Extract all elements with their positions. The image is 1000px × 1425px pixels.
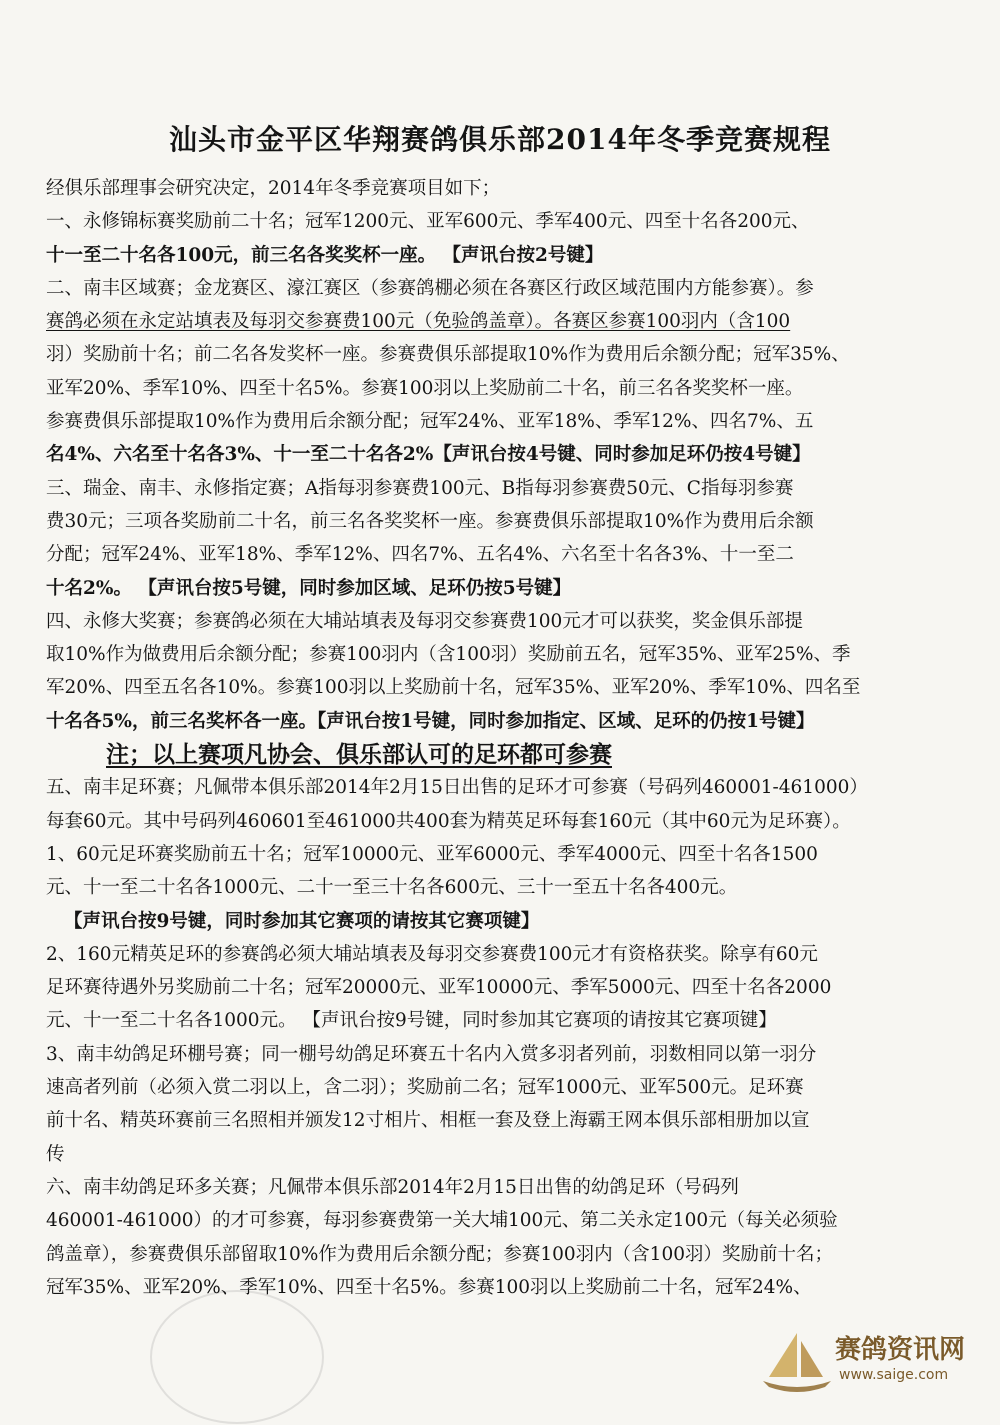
site-watermark [757,1323,972,1403]
text-line: 取10%作为做费用后余额分配；参赛100羽内（含100羽）奖励前五名，冠军35%、亚军25%、季 [46,644,851,666]
text-line: 军20%、四至五名各10%。参赛100羽以上奖励前十名，冠军35%、亚军20%、季军10%、四名至 [46,677,861,699]
text-line: 参赛费俱乐部提取10%作为费用后余额分配；冠军24%、亚军18%、季军12%、四名7%、五 [46,411,814,433]
text-line: 足环赛待遇外另奖励前二十名；冠军20000元、亚军10000元、季军5000元、四至十名各2000 [46,977,832,999]
page-title: 汕头市金平区华翔赛鸽俱乐部2014年冬季竞赛规程 [169,123,831,156]
faded-stamp [150,1290,324,1424]
text-line: 传 [46,1143,65,1165]
text-line: 二、南丰区域赛；金龙赛区、濠江赛区（参赛鸽棚必须在各赛区行政区域范围内方能参赛）。参 [46,277,814,299]
text-line: 三、瑞金、南丰、永修指定赛；A指每羽参赛费100元、B指每羽参赛费50元、C指每羽参赛 [46,477,794,499]
watermark-url: www.saige.com [839,1367,949,1383]
text-line: 3、南丰幼鸽足环棚号赛；同一棚号幼鸽足环赛五十名内入赏多羽者列前，羽数相同以第一羽分 [46,1043,817,1065]
text-line: 460001-461000）的才可参赛，每羽参赛费第一关大埔100元、第二关永定100元（每关必须验 [46,1210,838,1232]
text-line: 四、永修大奖赛；参赛鸽必须在大埔站填表及每羽交参赛费100元才可以获奖，奖金俱乐部提 [46,610,803,632]
text-line: 元、十一至二十名各1000元、二十一至三十名各600元、三十一至五十名各400元。 [46,877,738,899]
text-line: 元、十一至二十名各1000元。 【声讯台按9号键，同时参加其它赛项的请按其它赛项键】 [46,1010,777,1032]
text-line: 前十名、精英环赛前三名照相并颁发12寸相片、相框一套及登上海霸王网本俱乐部相册加以宣 [46,1110,810,1132]
text-line: 每套60元。其中号码列460601至461000共400套为精英足环每套160元（其中60元为足环赛）。 [46,810,851,832]
text-line: 十一至二十名各100元，前三名各奖奖杯一座。 【声讯台按2号键】 [46,244,604,266]
text-line: 十名2%。 【声讯台按5号键，同时参加区域、足环仍按5号键】 [46,577,572,599]
text-line: 分配；冠军24%、亚军18%、季军12%、四名7%、五名4%、六名至十名各3%、十一至二 [46,544,794,566]
text-line: 亚军20%、季军10%、四至十名5%。参赛100羽以上奖励前二十名，前三名各奖奖杯一座。 [46,377,804,399]
text-line: 费30元；三项各奖励前二十名，前三名各奖奖杯一座。参赛费俱乐部提取10%作为费用后余额 [46,510,814,532]
watermark-site-name: 赛鸽资讯网 [835,1335,966,1365]
text-line: 六、南丰幼鸽足环多关赛；凡佩带本俱乐部2014年2月15日出售的幼鸽足环（号码列 [46,1176,739,1198]
text-line: 【声讯台按9号键，同时参加其它赛项的请按其它赛项键】 [64,910,540,932]
text-line: 羽）奖励前十名；前二名各发奖杯一座。参赛费俱乐部提取10%作为费用后余额分配；冠军35%、 [46,344,850,366]
document-body [46,172,966,1304]
text-line: 速高者列前（必须入赏二羽以上，含二羽）；奖励前二名；冠军1000元、亚军500元。足环赛 [46,1077,804,1099]
text-line: 一、永修锦标赛奖励前二十名；冠军1200元、亚军600元、季军400元、四至十名各200元、 [46,211,810,233]
sailboat-logo-icon [757,1327,837,1397]
text-line: 十名各5%，前三名奖杯各一座。【声讯台按1号键，同时参加指定、区域、足环的仍按1号键】 [46,710,815,732]
text-line: 2、160元精英足环的参赛鸽必须大埔站填表及每羽交参赛费100元才有资格获奖。除享有60元 [46,943,818,965]
text-line: 名4%、六名至十名各3%、十一至二十名各2%【声讯台按4号键、同时参加足环仍按4号键】 [46,444,811,466]
text-line: 1、60元足环赛奖励前五十名；冠军10000元、亚军6000元、季军4000元、四至十名各1500 [46,843,818,865]
text-line: 鸽盖章），参赛费俱乐部留取10%作为费用后余额分配；参赛100羽内（含100羽）奖励前十名； [46,1243,833,1265]
text-line: 经俱乐部理事会研究决定，2014年冬季竞赛项目如下； [46,178,501,199]
text-line: 赛鸽必须在永定站填表及每羽交参赛费100元（免验鸽盖章）。各赛区参赛100羽内（含100 [46,311,791,333]
note-heading: 注；以上赛项凡协会、俱乐部认可的足环都可参赛 [106,741,612,769]
text-line: 冠军35%、亚军20%、季军10%、四至十名5%。参赛100羽以上奖励前二十名，冠军24%、 [46,1276,812,1298]
text-line: 五、南丰足环赛；凡佩带本俱乐部2014年2月15日出售的足环才可参赛（号码列460001-461000） [46,777,868,799]
